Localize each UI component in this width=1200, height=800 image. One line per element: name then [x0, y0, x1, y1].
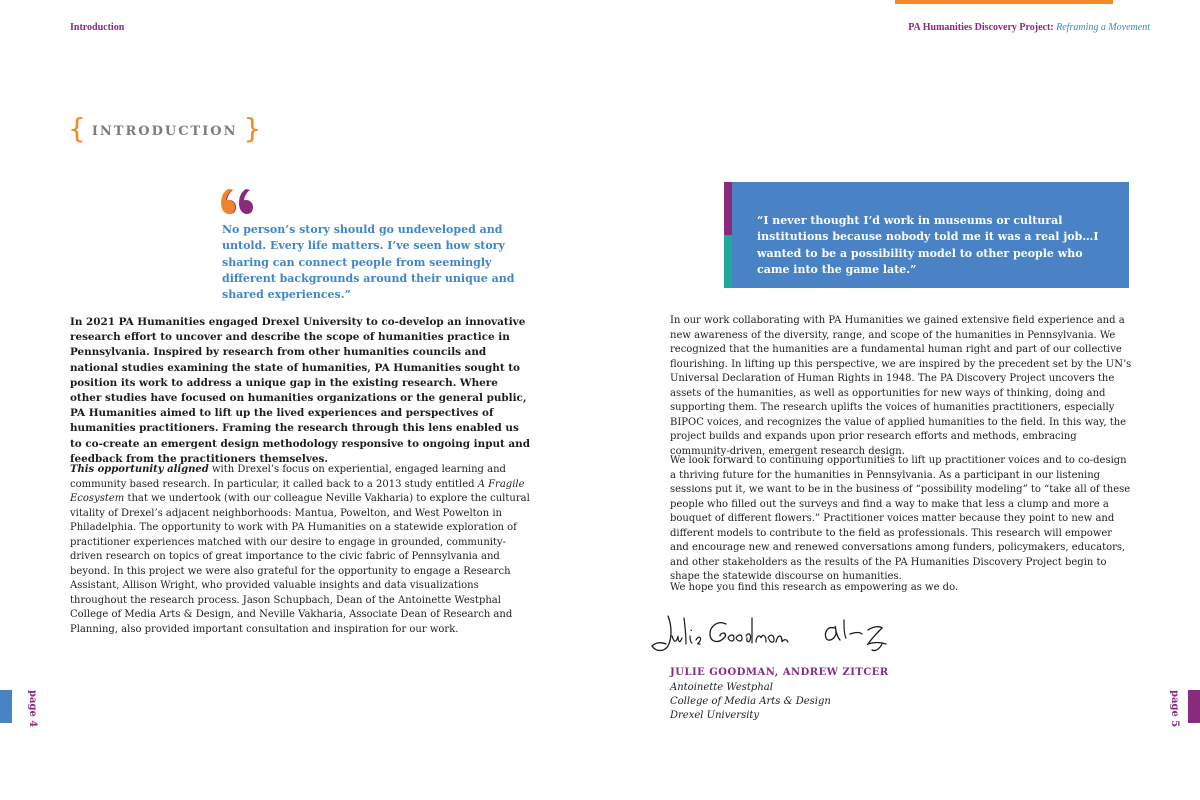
affiliation-line-2: College of Media Arts & Design — [670, 696, 831, 707]
quote-marks-icon — [221, 186, 255, 216]
body-paragraph-right-2: We look forward to continuing opportunities to lift up practitioner voices and to co-design a thriving future for the humanities in Pennsylvania. As a participant in our listening sessions put it, we want to be in the business of “possibility modeling” to “take all of these people who filled out the surveys and find a way to make that less a clump and more a bouquet of different flowers.” Practitioner voices matter because they point to new and different models to contribute to the field as professionals. This research will empower and encourage new and renewed conversations among funders, policymakers, educators, and other stakeholders as the results of the PA Humanities Discovery Project begin to shape the statewide discourse on humanities. — [670, 455, 1131, 582]
signature-julie-goodman — [648, 612, 796, 658]
callout-strip-purple — [724, 182, 732, 235]
paragraph-lead-in: This opportunity aligned — [70, 464, 209, 475]
paragraph-text-part1: with Drexel’s focus on experiential, engaged learning and community based research. In particular, it called back to a 2013 study entitled — [70, 464, 506, 490]
body-paragraph-right-3: We hope you find this research as empowering as we do. — [670, 582, 959, 593]
running-header-subtitle: Reframing a Movement — [1053, 22, 1150, 33]
signature-andrew-zitcer — [820, 614, 896, 654]
page-number-right: page 5 — [1169, 690, 1180, 728]
lead-paragraph: In 2021 PA Humanities engaged Drexel University to co-develop an innovative research effort to uncover and describe the scope of humanities practice in Pennsylvania. Inspired by research from other humanities councils and national studies examining the state of humanities, PA Humanities sought to position its work to address a unique gap in the existing research. Where other studies have focused on humanities organizations or the general public, PA Humanities aimed to lift up the lived experiences and perspectives of humanities practitioners. Framing the research through this lens enabled us to co-create an emergent design methodology responsive to ongoing input and feedback from the practitioners themselves. — [70, 316, 530, 465]
section-title: INTRODUCTION — [91, 123, 238, 139]
body-paragraph-right-1: In our work collaborating with PA Humanities we gained extensive field experience and a new awareness of the diversity, range, and scope of the humanities in Pennsylvania. We recognized that the humanities are a fundamental human right and part of our collective flourishing. In lifting up this perspective, we are inspired by the precedent set by the UN’s Universal Declaration of Human Rights in 1948. The PA Discovery Project uncovers the assets of the humanities, as well as opportunities for new ways of thinking, doing and supporting them. The research uplifts the voices of humanities practitioners, especially BIPOC voices, and recognizes the value of applied humanities to the field. In this way, the project builds and expands upon prior research efforts and methods, embracing community-driven, emergent research design. — [670, 315, 1132, 457]
callout-strip-teal — [724, 235, 732, 288]
body-paragraph-left-2 — [70, 463, 532, 637]
page-number-left: page 4 — [27, 690, 38, 728]
study-title: A Fragile Ecosystem — [70, 478, 525, 504]
open-brace: { — [68, 112, 86, 145]
running-header-title: PA Humanities Discovery Project: — [908, 22, 1054, 33]
affiliation-line-3: Drexel University — [670, 710, 760, 721]
pull-quote-left: No person’s story should go undeveloped and untold. Every life matters. I’ve seen how story sharing can connect people from seemingly different backgrounds around their unique and shared experiences.” — [222, 223, 515, 302]
affiliation-line-1: Antoinette Westphal — [670, 682, 773, 693]
paragraph-text-part2: that we undertook (with our colleague Neville Vakharia) to explore the cultural vitality of Drexel’s adjacent neighborhoods: Mantua, Powelton, and West Powelton in Philadelphia. The opportunity to work with PA Humanities on a statewide exploration of practitioner experiences matched with our desire to engage in grounded, community-driven research on topics of great importance to the civic fabric of Pennsylvania and beyond. In this project we were also grateful for the opportunity to engage a Research Assistant, Allison Wright, who provided valuable insights and data visualizations throughout the research process. Jason Schupbach, Dean of the Antoinette Westphal College of Media Arts & Design, and Neville Vakharia, Associate Dean of Research and Planning, also provided important consultation and inspiration for our work. — [70, 493, 530, 635]
page-tab-right — [1188, 690, 1200, 723]
running-header-left: Introduction — [70, 22, 125, 33]
page-tab-left — [0, 690, 12, 723]
running-header-right — [908, 22, 1150, 33]
close-brace: } — [243, 112, 262, 145]
section-heading — [68, 112, 262, 145]
top-accent-bar — [895, 0, 1113, 4]
callout-quote: “I never thought I’d work in museums or cultural institutions because nobody told me it was a real job…I wanted to be a possibility model to other people who came into the game late.” — [757, 214, 1099, 276]
signer-names: JULIE GOODMAN, ANDREW ZITCER — [670, 667, 889, 678]
